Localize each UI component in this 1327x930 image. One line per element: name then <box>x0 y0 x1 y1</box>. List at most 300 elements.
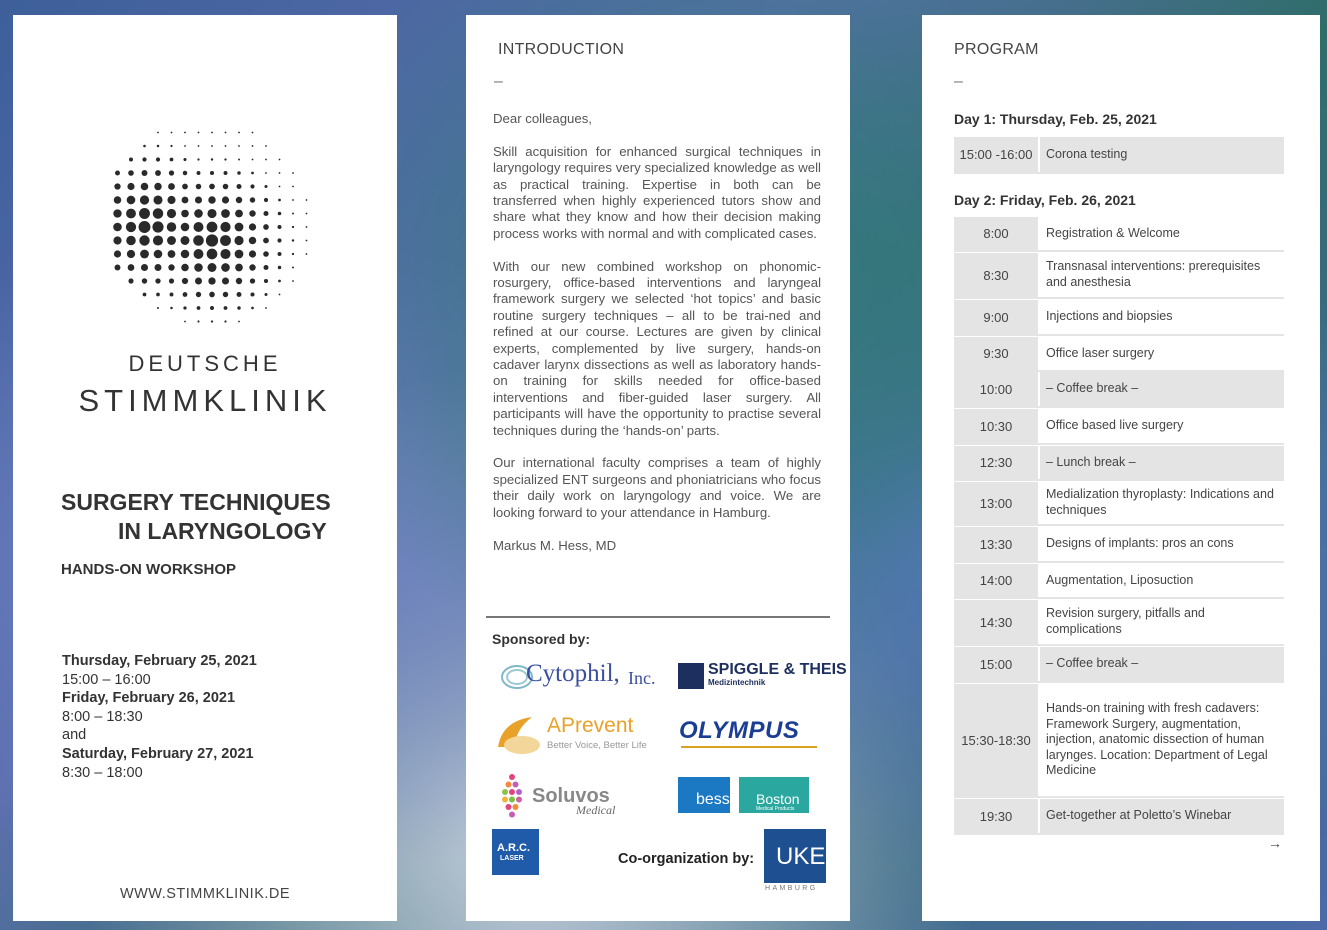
logo-dot <box>278 225 282 229</box>
aprevent-name: APrevent <box>547 714 634 737</box>
logo-dot <box>292 280 294 282</box>
logo-dot <box>252 159 254 161</box>
schedule-time: 9:00 <box>954 300 1038 334</box>
logo-dot <box>193 235 204 246</box>
logo-dot <box>211 145 213 147</box>
logo-dot <box>183 158 186 161</box>
logo-dot <box>249 210 256 217</box>
logo-dot <box>156 293 160 297</box>
schedule-row-divider <box>954 479 1284 481</box>
aprevent-logo <box>492 713 652 757</box>
logo-dot <box>113 209 121 217</box>
logo-dot <box>181 210 189 218</box>
logo-dot <box>238 145 240 147</box>
schedule-row-divider <box>954 172 1284 174</box>
logo-dot <box>126 236 136 246</box>
logo-dot <box>194 209 203 218</box>
arc-name: A.R.C. <box>497 842 530 854</box>
logo-dot <box>265 172 267 174</box>
program-dash: – <box>954 73 963 90</box>
soluvos-name: Soluvos <box>532 785 610 807</box>
logo-dot <box>143 293 147 297</box>
workshop-dates <box>62 652 257 782</box>
spiggle-sub: Medizintechnik <box>708 678 766 687</box>
logo-dot <box>292 186 294 188</box>
logo-dot <box>279 159 281 161</box>
schedule-row <box>954 217 1284 250</box>
logo-dot <box>141 183 149 191</box>
schedule-description: Medialization thyroplasty: Indications and techniques <box>1040 482 1284 524</box>
workshop-title-line1: SURGERY TECHNIQUES <box>61 489 331 515</box>
logo-dot <box>170 293 174 297</box>
date-day-1: Thursday, February 25, 2021 <box>62 653 257 669</box>
schedule-time: 8:00 <box>954 217 1038 250</box>
logo-dot <box>126 209 136 219</box>
logo-dot <box>181 250 190 259</box>
schedule-row-divider <box>954 681 1284 683</box>
logo-dot <box>220 249 230 259</box>
logo-dot <box>139 208 150 219</box>
schedule-row-divider <box>954 250 1284 252</box>
logo-dot <box>306 253 308 255</box>
brand-line1: DEUTSCHE <box>128 351 282 376</box>
logo-dot <box>292 213 294 215</box>
logo-dot <box>235 250 244 259</box>
logo-dot <box>209 292 215 298</box>
logo-dot <box>236 278 242 284</box>
schedule-row-divider <box>954 561 1284 563</box>
logo-dot <box>211 158 213 160</box>
introduction-panel <box>466 15 850 921</box>
logo-dot <box>211 320 213 322</box>
logo-dot <box>169 278 174 283</box>
logo-dot <box>197 320 199 322</box>
logo-dot <box>140 250 149 259</box>
logo-dot <box>292 199 294 201</box>
program-panel <box>922 15 1320 921</box>
date-day-3: Saturday, February 27, 2021 <box>62 745 254 762</box>
schedule-row <box>954 253 1284 297</box>
schedule-row-divider <box>954 597 1284 599</box>
logo-dot <box>143 145 146 148</box>
logo-dot <box>184 145 186 147</box>
logo-dot <box>142 170 148 176</box>
logo-dot <box>206 234 218 246</box>
schedule-description: Designs of implants: pros an cons <box>1040 527 1284 561</box>
uke-name: UKE <box>776 843 826 870</box>
spiggle-square-icon <box>678 663 704 689</box>
date-day-2: Friday, February 26, 2021 <box>62 690 236 707</box>
schedule-description: – Coffee break – <box>1040 372 1284 406</box>
soluvos-dot <box>509 797 515 803</box>
logo-dot <box>292 226 294 228</box>
schedule-time: 15:30-18:30 <box>954 684 1038 796</box>
schedule-row <box>954 600 1284 644</box>
logo-dot <box>210 306 214 310</box>
logo-dot <box>170 158 174 162</box>
introduction-heading: INTRODUCTION <box>498 41 625 58</box>
logo-dot <box>237 292 242 297</box>
soluvos-dot <box>506 804 512 810</box>
soluvos-dot <box>516 789 522 795</box>
schedule-time: 14:00 <box>954 564 1038 597</box>
intro-paragraph-3: Our international faculty comprises a team of highly specialized ENT surgeons and phoniatricians who focus their daily work on laryngology and voice. We are looking forward to your attendance in Hamburg. <box>493 455 821 520</box>
logo-dot <box>167 209 176 218</box>
logo-dot <box>225 132 227 134</box>
signature: Markus M. Hess, MD <box>493 537 617 553</box>
logo-dot <box>197 158 199 160</box>
schedule-description: Hands-on training with fresh cadavers: Framework Surgery, augmentation, injection, anatomic dissection of human larynges. Location: Department of Legal Medicine <box>1040 684 1284 796</box>
logo-dot <box>207 209 216 218</box>
olympus-logo <box>679 717 821 747</box>
logo-dot <box>278 266 281 269</box>
logo-dot <box>264 265 269 270</box>
logo-dot <box>128 278 133 283</box>
schedule-description: Augmentation, Liposuction <box>1040 564 1284 597</box>
logo-dot <box>221 209 230 218</box>
logo-dot <box>196 292 201 297</box>
logo-dot <box>207 249 218 260</box>
logo-dot <box>210 171 214 175</box>
logo-dot <box>211 132 213 134</box>
schedule-row <box>954 409 1284 443</box>
schedule-description: – Coffee break – <box>1040 647 1284 681</box>
soluvos-dot <box>502 797 508 803</box>
logo-dot <box>238 159 240 161</box>
schedule-time: 13:30 <box>954 527 1038 561</box>
olympus-name: OLYMPUS <box>679 717 800 744</box>
logo-dot <box>155 264 162 271</box>
logo-dot <box>264 279 268 283</box>
cytophil-logo <box>500 658 660 696</box>
logo-dot <box>128 264 135 271</box>
boston-name: Boston <box>756 791 800 807</box>
cytophil-name: Cytophil, <box>526 660 620 687</box>
logo-dot <box>194 249 204 259</box>
uke-logo <box>764 829 826 897</box>
schedule-row <box>954 337 1284 370</box>
logo-dot <box>115 265 121 271</box>
soluvos-dots-icon <box>492 771 532 821</box>
schedule-row <box>954 799 1284 833</box>
logo-dot <box>182 278 188 284</box>
soluvos-dot <box>509 774 515 780</box>
schedule-description: – Lunch break – <box>1040 446 1284 479</box>
logo-dot <box>277 238 281 242</box>
logo-dot <box>235 210 243 218</box>
logo-dot <box>224 320 226 322</box>
sponsored-by-label: Sponsored by: <box>492 631 591 647</box>
logo-dot <box>263 238 269 244</box>
schedule-description: Injections and biopsies <box>1040 300 1284 334</box>
olympus-underline <box>681 746 817 748</box>
logo-dot <box>278 252 282 256</box>
logo-dot <box>265 159 267 161</box>
schedule-row-divider <box>954 406 1284 408</box>
logo-dot <box>157 307 159 309</box>
logo-dot <box>170 145 172 147</box>
logo-dot <box>182 197 189 204</box>
logo-dot <box>198 145 200 147</box>
logo-dot <box>237 171 240 174</box>
logo-dot <box>167 196 175 204</box>
logo-dot <box>249 250 256 257</box>
soluvos-logo <box>492 771 632 821</box>
logo-dot <box>265 307 267 309</box>
logo-dot <box>279 172 281 174</box>
aprevent-tagline: Better Voice, Better Life <box>547 740 647 751</box>
soluvos-dot <box>506 782 512 788</box>
logo-dot <box>153 235 163 245</box>
logo-dot <box>181 236 190 245</box>
soluvos-dot <box>502 789 508 795</box>
logo-dot <box>113 236 121 244</box>
schedule-time: 10:30 <box>954 409 1038 443</box>
logo-dot <box>306 226 308 228</box>
boston-sub: Medical Products <box>756 806 795 812</box>
date-time-3: 8:30 – 18:00 <box>62 764 143 781</box>
schedule-row <box>954 564 1284 597</box>
logo-dot <box>168 250 176 258</box>
logo-dot <box>224 171 228 175</box>
logo-dot <box>306 213 308 215</box>
logo-dot <box>252 145 254 147</box>
logo-dot <box>140 195 149 204</box>
logo-dot <box>154 183 161 190</box>
website-link[interactable]: WWW.STIMMKLINIK.DE <box>119 886 291 902</box>
schedule-description: Revision surgery, pitfalls and complications <box>1040 600 1284 644</box>
schedule-row <box>954 482 1284 524</box>
schedule-row-divider <box>954 297 1284 299</box>
schedule-description: Corona testing <box>1040 137 1284 172</box>
logo-dot <box>170 307 173 310</box>
schedule-description: Registration & Welcome <box>1040 217 1284 250</box>
logo-dot <box>157 145 160 148</box>
logo-dot <box>152 221 163 232</box>
logo-dot <box>197 306 201 310</box>
bess-logo <box>678 777 730 819</box>
logo-dot <box>181 223 190 232</box>
logo-dot <box>114 183 120 189</box>
program-heading: PROGRAM <box>954 41 1039 58</box>
logo-dot <box>167 222 176 231</box>
logo-dot <box>194 222 204 232</box>
logo-dot <box>207 222 218 233</box>
schedule-time: 19:30 <box>954 799 1038 833</box>
logo-dot <box>249 237 257 245</box>
soluvos-dot <box>516 797 522 803</box>
logo-dot <box>250 184 254 188</box>
logo-dot <box>169 170 174 175</box>
schedule-row <box>954 137 1284 172</box>
logo-dot <box>171 132 173 134</box>
logo-dot <box>292 253 294 255</box>
workshop-subtitle: HANDS-ON WORKSHOP <box>61 561 236 578</box>
logo-dot <box>306 199 308 201</box>
soluvos-dot <box>513 804 519 810</box>
soluvos-sub: Medical <box>576 803 616 817</box>
logo-dot <box>139 235 149 245</box>
date-time-1: 15:00 – 16:00 <box>62 671 151 688</box>
schedule-time: 14:30 <box>954 600 1038 644</box>
logo-dot <box>184 321 186 323</box>
arc-sub: LASER <box>500 855 524 862</box>
logo-dot <box>155 278 160 283</box>
next-page-arrow-icon[interactable]: → <box>1268 835 1282 851</box>
day1-label: Day 1: Thursday, Feb. 25, 2021 <box>954 111 1157 127</box>
logo-dot <box>223 184 229 190</box>
schedule-row-divider <box>954 833 1284 835</box>
logo-dot <box>194 263 203 272</box>
logo-dot <box>220 235 231 246</box>
logo-dot <box>223 292 228 297</box>
schedule-time: 8:30 <box>954 253 1038 297</box>
schedule-description: Get-together at Poletto’s Winebar <box>1040 799 1284 833</box>
logo-dot <box>235 223 244 232</box>
logo-dot <box>238 321 240 323</box>
logo-dot <box>155 170 161 176</box>
logo-dot <box>209 184 215 190</box>
logo-dot <box>129 158 133 162</box>
bess-name: bess <box>696 791 730 808</box>
logo-dot <box>292 239 294 241</box>
schedule-time: 15:00 -16:00 <box>954 137 1038 172</box>
logo-dot <box>195 196 202 203</box>
logo-dot <box>184 132 186 134</box>
introduction-text <box>493 111 821 554</box>
logo-dot <box>224 158 226 160</box>
logo-dot <box>183 306 186 309</box>
soluvos-dot <box>513 782 519 788</box>
logo-dot <box>114 196 122 204</box>
schedule-description: Office based live surgery <box>1040 409 1284 443</box>
logo-dot <box>264 198 268 202</box>
logo-dot <box>222 196 229 203</box>
logo-dot <box>265 145 267 147</box>
schedule-row <box>954 527 1284 561</box>
logo-dot <box>292 267 294 269</box>
logo-dot <box>182 184 188 190</box>
logo-dot <box>181 264 189 272</box>
logo-dot <box>250 197 255 202</box>
logo-dot <box>127 196 136 205</box>
logo-dot <box>279 294 281 296</box>
schedule-time: 10:00 <box>954 372 1038 406</box>
co-organization-label: Co-organization by: <box>618 851 755 867</box>
workshop-title-line2: IN LARYNGOLOGY <box>118 518 327 544</box>
logo-dot <box>250 278 255 283</box>
logo-dot <box>183 292 188 297</box>
logo-dot <box>251 307 254 310</box>
schedule-description: Transnasal interventions: prerequisites and anesthesia <box>1040 253 1284 297</box>
schedule-row <box>954 300 1284 334</box>
stimmklinik-dot-logo <box>103 115 313 330</box>
logo-dot <box>139 221 151 233</box>
greeting: Dear colleagues, <box>493 111 592 126</box>
logo-dot <box>292 172 294 174</box>
soluvos-dot <box>509 812 515 818</box>
logo-dot <box>220 222 230 232</box>
schedule-row-divider <box>954 796 1284 798</box>
uke-sub: HAMBURG <box>765 885 818 892</box>
date-time-2: 8:00 – 18:30 <box>62 708 143 725</box>
logo-dot <box>153 208 164 219</box>
soluvos-dot <box>509 789 515 795</box>
schedule-time: 15:00 <box>954 647 1038 681</box>
logo-dot <box>224 306 228 310</box>
sponsor-divider <box>486 616 830 618</box>
logo-dot <box>115 171 120 176</box>
logo-dot <box>278 199 281 202</box>
schedule-row <box>954 647 1284 681</box>
logo-dot <box>168 264 174 270</box>
logo-dot <box>235 264 243 272</box>
logo-dot <box>126 222 136 232</box>
day2-label: Day 2: Friday, Feb. 26, 2021 <box>954 192 1136 208</box>
schedule-row <box>954 446 1284 479</box>
aprevent-mark-icon <box>492 713 544 757</box>
logo-dot <box>168 183 175 190</box>
logo-dot <box>238 132 240 134</box>
logo-dot <box>249 223 256 230</box>
logo-dot <box>197 171 201 175</box>
logo-dot <box>265 293 268 296</box>
schedule-row <box>954 372 1284 406</box>
logo-dot <box>236 197 242 203</box>
logo-dot <box>263 211 268 216</box>
schedule-row-divider <box>954 524 1284 526</box>
brand-line2: STIMMKLINIK <box>78 383 332 418</box>
logo-dot <box>167 236 176 245</box>
schedule-row-divider <box>954 443 1284 445</box>
logo-dot <box>251 172 254 175</box>
schedule-description: Office laser surgery <box>1040 337 1284 370</box>
logo-dot <box>142 278 147 283</box>
spiggle-theis-logo <box>678 661 847 691</box>
arc-laser-logo <box>492 829 539 875</box>
logo-dot <box>278 280 281 283</box>
schedule-time: 13:00 <box>954 482 1038 524</box>
boston-logo <box>739 777 809 819</box>
intro-paragraph-2: With our new combined workshop on phonomic-rosurgery, office-based interventions and laryngeal framework surgery we selected ‘hot topics’ and basic routine surgery techniques – all to be trai-ned and refined at our course. Lectures are given by clinical experts, complemented by live surgery, hands-on cadaver larynx dissections as well as laboratory hands-on training for skills needed for office-based interventions and fiber-guided laser surgery. All participants will have the opportunity to practise several techniques during the ‘hands-on’ parts. <box>493 258 821 438</box>
logo-dot <box>264 185 267 188</box>
schedule-time: 12:30 <box>954 446 1038 479</box>
logo-dot <box>263 251 269 257</box>
intro-paragraph-1: Skill acquisition for enhanced surgical techniques in laryngology requires very specialized knowledge as well as practical training. Expertise in both can be transferred when highly experienced tutors show and share what they know and how their decision making process works with normal and with complicated cases. <box>493 143 821 241</box>
logo-dot <box>306 240 308 242</box>
schedule-time: 9:30 <box>954 337 1038 370</box>
schedule-row <box>954 684 1284 796</box>
introduction-dash: – <box>494 73 503 90</box>
logo-dot <box>114 250 121 257</box>
schedule-row-divider <box>954 644 1284 646</box>
cover-panel <box>13 15 397 921</box>
logo-dot <box>279 186 281 188</box>
logo-dot <box>222 277 229 284</box>
logo-dot <box>127 250 135 258</box>
logo-dot <box>221 263 230 272</box>
logo-dot <box>208 196 215 203</box>
logo-dot <box>141 264 148 271</box>
logo-dot <box>128 170 134 176</box>
logo-dot <box>250 292 254 296</box>
logo-dot <box>225 145 227 147</box>
logo-dot <box>195 278 202 285</box>
logo-dot <box>196 184 202 190</box>
and-word: and <box>62 727 87 744</box>
logo-dot <box>263 224 269 230</box>
logo-dot <box>208 277 215 284</box>
